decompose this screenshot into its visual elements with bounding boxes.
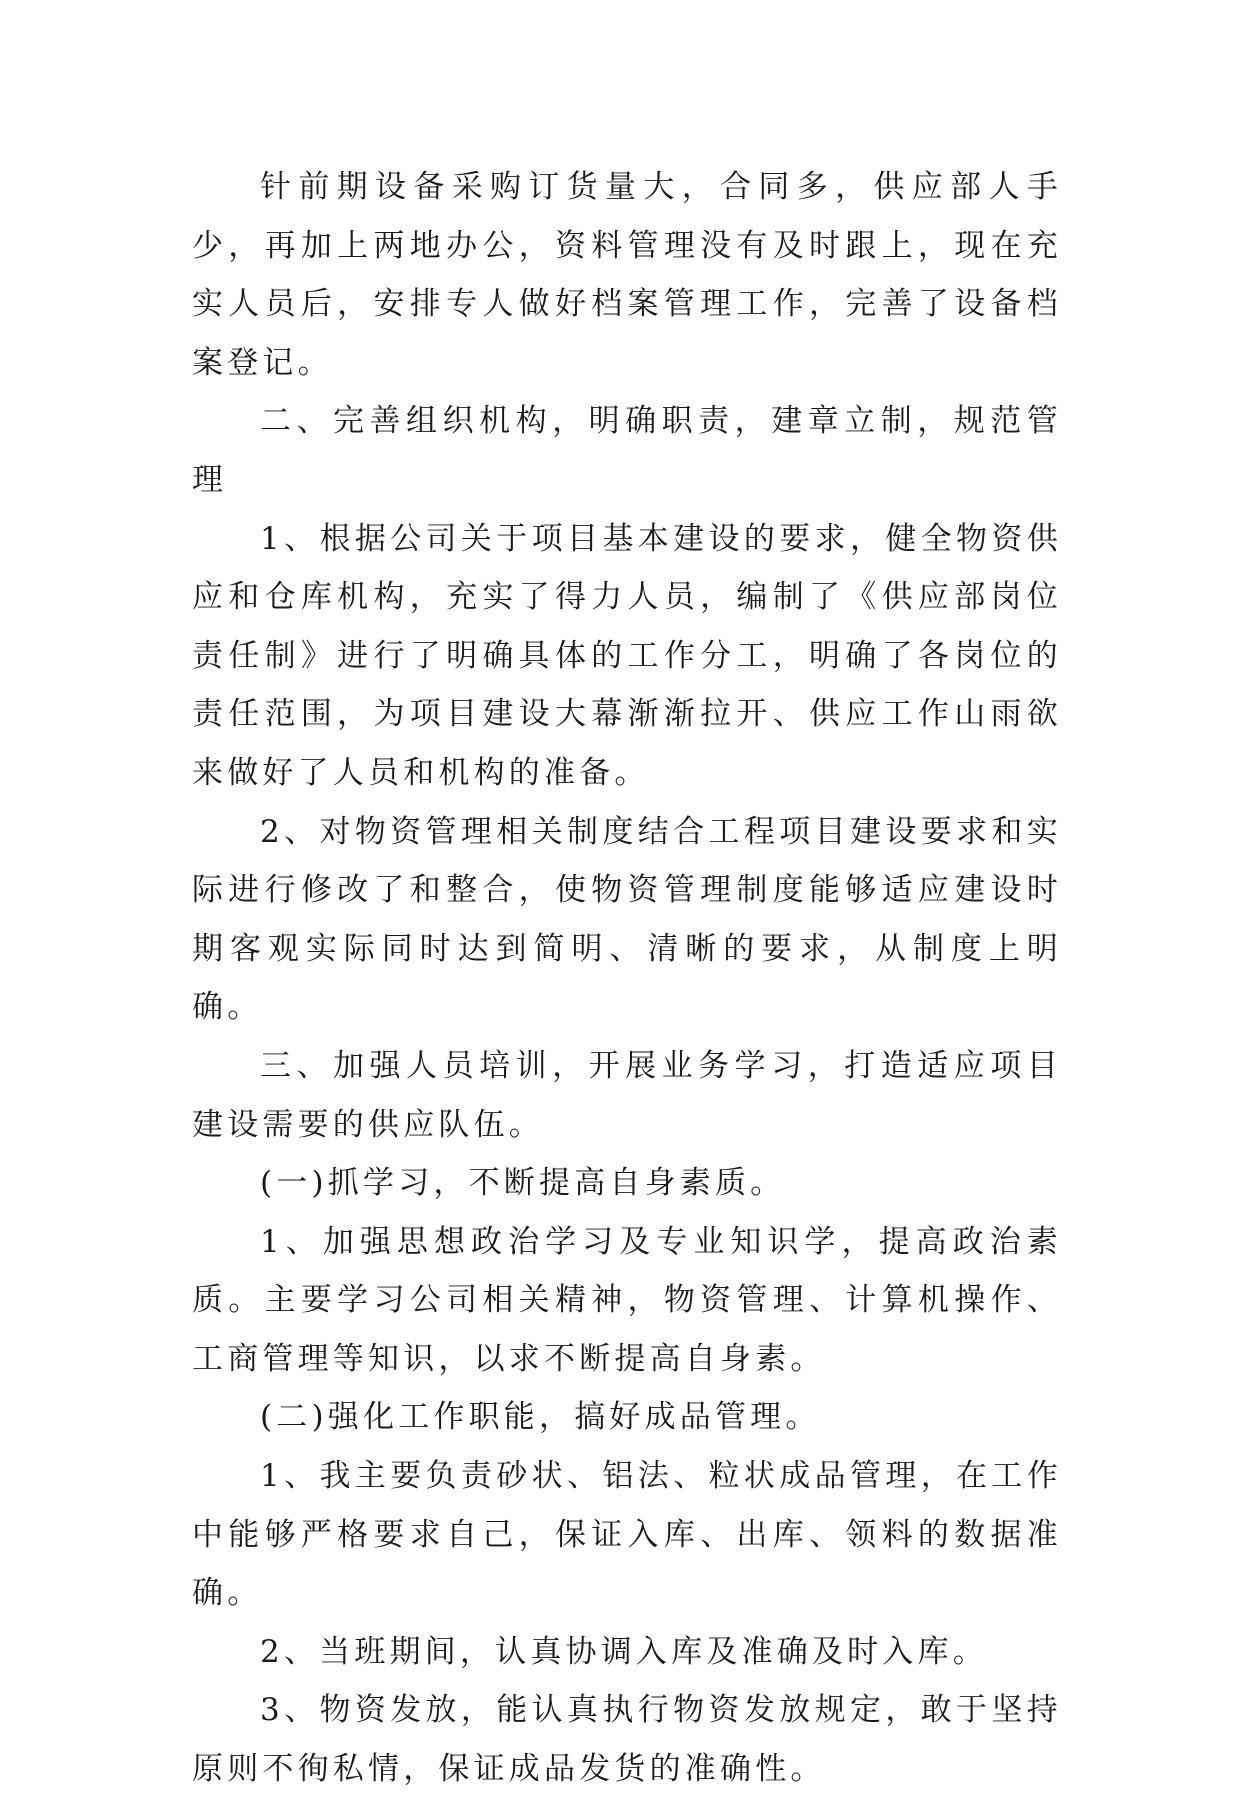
- subsection-heading: (一)抓学习，不断提高自身素质。: [260, 1165, 786, 1202]
- paragraph: 1、我主要负责砂状、铝法、粒状成品管理，在工作中能够严格要求自己，保证入库、出库、领料的数据准确。: [192, 1458, 1062, 1612]
- paragraph: 2、当班期间，认真协调入库及准确及时入库。: [260, 1633, 988, 1670]
- paragraph: 针前期设备采购订货量大，合同多，供应部人手少，再加上两地办公，资料管理没有及时跟上，现在充实人员后，安排专人做好档案管理工作，完善了设备档案登记。: [192, 169, 1062, 381]
- paragraph: 1、加强思想政治学习及专业知识学，提高政治素质。主要学习公司相关精神，物资管理、计算机操作、工商管理等知识，以求不断提高自身素。: [192, 1223, 1062, 1377]
- subsection-heading: (二)强化工作职能，搞好成品管理。: [260, 1399, 821, 1436]
- section-heading: 二、完善组织机构，明确职责，建章立制，规范管理: [192, 403, 1062, 498]
- paragraph: 1、根据公司关于项目基本建设的要求，健全物资供应和仓库机构，充实了得力人员，编制了《供应部岗位责任制》进行了明确具体的工作分工，明确了各岗位的责任范围，为项目建设大幕渐渐拉开、供应工作山雨欲来做好了人员和机构的准备。: [192, 520, 1062, 791]
- paragraph: 3、物资发放，能认真执行物资发放规定，敢于坚持原则不徇私情，保证成品发货的准确性。: [192, 1692, 1062, 1788]
- paragraph: 2、对物资管理相关制度结合工程项目建设要求和实际进行修改了和整合，使物资管理制度能够适应建设时期客观实际同时达到简明、清晰的要求，从制度上明确。: [192, 813, 1062, 1026]
- section-heading: 三、加强人员培训，开展业务学习，打造适应项目建设需要的供应队伍。: [192, 1047, 1062, 1143]
- document-body: [192, 158, 1062, 1799]
